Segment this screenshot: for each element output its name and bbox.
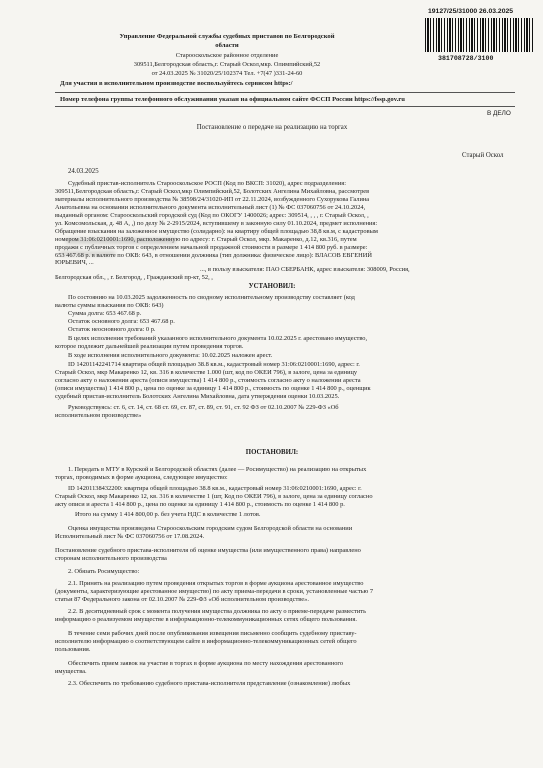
intro-line: ЮРЬЕВИЧ, ... (55, 259, 94, 266)
text-line: исполнителю информацию о соответствующем сайте в информационно-телекоммуникационных сетей общего (55, 638, 357, 645)
text-line: ID 14201138432200: квартира общей площадью 38.8 кв.м., кадастровый номер 31:06:0210001:1690, адрес: г. (68, 485, 362, 492)
intro-line: 653 467.68 р. в валюте по ОКВ: 643, в отношении должника (тип должника: физическое лицо): ВЛАСОВ ЕВГЕНИЙ (55, 252, 372, 259)
header-divider-2 (55, 106, 515, 107)
intro-line: Судебный пристав-исполнитель Старооскольское РОСП (Код по ВКСП: 31020), адрес подразделения: (68, 180, 346, 187)
intro-line: Белгородская обл., , г. Белгород, , Гражданский пр-кт, 52, , (55, 274, 213, 281)
text-line: 1. Передать в МТУ в Курской и Белгородской областях (далее — Росимущество) на реализацию на открытых (68, 466, 367, 473)
scan-smudge (60, 252, 115, 255)
text-line: По состоянию на 10.03.2025 задолженность по сводному исполнительному производству составляет (код (68, 294, 355, 301)
text-line: 2. Обязать Росимущество: (68, 568, 140, 575)
intro-line: ул. Комсомольская, д. 48 А, ,) по делу № 2-2915/2024, вступившему в законную силу 01.10.2024, предмет исполнения: (55, 220, 378, 227)
header-line-1: Управление Федеральной службы судебных приставов по Белгородской (119, 33, 335, 40)
intro-line: 309511,Белгородская область,г. Старый Оскол,мкр Олимпийский,52, Болотских Ангелина Михайловна, рассмотрев (55, 188, 370, 195)
text-line: Сумма долга: 653 467.68 р. (68, 310, 142, 317)
text-line: Старый Оскол, мкр Макаренко 12, кв. 316 в количестве 1.000 (шт, код по ОКЕИ 796), в залоге, цена за единицу (55, 369, 358, 376)
intro-line: выданный органом: Старооскольский городской суд (Код по ОКОГУ 1400026; адрес: 309514, , , , г. Старый Оскол, , (55, 212, 369, 219)
text-line: Итого на сумму 1 414 800,00 р. без учета НДС в количестве 1 лотов. (75, 511, 261, 518)
text-line: валюты суммы взыскания по ОКВ: 643) (55, 302, 164, 309)
place: Старый Оскол (462, 152, 504, 159)
text-line: торгах, проводимых в форме аукциона, следующее имущество: (55, 474, 228, 481)
text-line: информацию о реализуемом имуществе в информационно-телекоммуникационных сетях общего пользования. (55, 616, 357, 623)
header-divider-1 (55, 92, 515, 93)
intro-line: ..., в пользу взыскателя: ПАО СБЕРБАНК, адрес взыскателя: 308009, Россия, (200, 266, 410, 273)
text-line: сторонам исполнительного производства (55, 555, 167, 562)
text-line: акту описи и ареста 1 414 800 р., цена по оценке за единицу 1 414 800 р., стоимость по оценке 1 414 800 р. (55, 501, 345, 508)
postanovil-heading: ПОСТАНОВИЛ: (245, 449, 299, 456)
text-line: Исполнительный лист № ФС 037060756 от 17.08.2024. (55, 533, 205, 540)
text-line: Обеспечить прием заявок на участие в торгах в форме аукциона по месту нахождения арестованного (68, 660, 344, 667)
text-line: В течение семи рабочих дней после опубликования извещения письменно сообщить судебному приставу- (68, 630, 357, 637)
text-line: 2.2. В десятидневный срок с момента получения имущества должника по акту о приеме-передаче разместить (68, 608, 366, 615)
text-line: которое подлежит дальнейшей реализации путем проведения торгов. (55, 343, 244, 350)
header-line-4: 309511,Белгородская область,г. Старый Оскол,мкр. Олимпийский,52 (133, 61, 321, 68)
text-line: (описи имущества) 1 414 800 р., цена по оценке за единицу 1 414 800 р., стоимость по оценке 1 414 800 р., оценщик (55, 385, 371, 392)
header-line-3: Старооскольское районное отделение (175, 52, 279, 59)
scan-smudge (66, 239, 176, 243)
intro-line: номером 31:06:0210001:1690, расположенную по адресу: г. Старый Оскол, мкр. Макаренко, д.12, кв.316, путем (55, 236, 357, 243)
text-line: Остаток неосновного долга: 0 р. (68, 326, 156, 333)
text-line: 2.1. Принять на реализацию путем проведения открытых торгов в форме аукциона арестованное имущество (68, 580, 364, 587)
text-line: согласно акту о наложении ареста (описи имущества) 1 414 800 р., стоимость согласно акту о наложении ареста (55, 377, 361, 384)
text-line: судебный пристав-исполнитель Болотских Ангелина Михайловна, дата утверждения оценки 10.03.2025. (55, 393, 340, 400)
header-line-2: области (215, 42, 239, 49)
text-line: имущества. (55, 668, 87, 675)
text-line: В ходе исполнения исполнительного документа: 10.02.2025 наложен арест. (68, 352, 273, 359)
text-line: (документы, характеризующие арестованное имущество) по акту приема-передачи в сроки, установленные частью 7 (55, 588, 374, 595)
stamp-v-delo: В ДЕЛО (487, 110, 511, 117)
intro-line: продажи с публичных торгов с определением начальной продажной стоимости в размере 1 414 800 руб. в размере: (55, 244, 368, 251)
header-line-5: от 24.03.2025 № 31020/25/102374 Тел. +7(47 )331-24-60 (151, 70, 303, 77)
text-line: Постановление судебного пристава-исполнителя об оценке имущества (или имущественного права) направлено (55, 547, 361, 554)
text-line: Руководствуясь: ст. 6, ст. 14, ст. 68 ст. 69, ст. 87, ст. 89, ст. 91, ст. 92 ФЗ от 02.10.2007 № 229-ФЗ «Об (68, 404, 339, 411)
text-line: исполнительном производстве» (55, 412, 142, 419)
barcode-bottom-text: 381708728/3100 (438, 55, 494, 62)
date: 24.03.2025 (68, 168, 99, 175)
header-line-7: Номер телефона группы телефонного обслуживания указан на официальном сайте ФССП России https://fssp.gov.ru (60, 96, 405, 103)
doc-title: Постановление о передаче на реализацию на торгах (196, 124, 348, 131)
intro-line: Анатольевна на основании исполнительного документа исполнительный лист (1) № ФС 037060756 от 24.10.2024, (55, 204, 366, 211)
text-line: ID 14201142241714 квартира общей площадью 38.8 кв.м., кадастровый номер 31:06:0210001:1690, адрес: г. (68, 361, 360, 368)
ustanovil-heading: УСТАНОВИЛ: (248, 283, 296, 290)
intro-line: Обращение взыскания на заложенное имущество (солидарно): на квартиру общей площадью 38,8 кв.м, с кадастровым (55, 228, 378, 235)
barcode-top-text: 19127/25/31000 26.03.2025 (428, 8, 514, 15)
text-line: пользования. (55, 646, 91, 653)
text-line: Остаток основного долга: 653 467.68 р. (68, 318, 175, 325)
text-line: 2.3. Обеспечить по требованию судебного пристава-исполнителя представление (ознакомление) любых (68, 680, 351, 687)
text-line: Оценка имущества произведена Старооскольским городским судом Белгородской области на основании (68, 525, 353, 532)
text-line: В целях исполнения требований указанного исполнительного документа 10.02.2025 г. арестовано имущество, (68, 335, 368, 342)
text-line: Старый Оскол, мкр Макаренко 12, кв. 316 в количестве 1 (шт, Код по ОКЕИ 796), в залоге, цена за единицу согласно (55, 493, 373, 500)
header-line-6: Для участия в исполнительном производстве воспользуйтесь сервисом https:/ (60, 80, 293, 87)
barcode (425, 18, 533, 52)
intro-line: материалы исполнительного производства № 38598/24/31020-ИП от 22.11.2024, возбужденного Сухоруковa Галина (55, 196, 370, 203)
text-line: статьи 87 Федерального закона от 02.10.2007 № 229-ФЗ «Об исполнительном производстве». (55, 596, 309, 603)
